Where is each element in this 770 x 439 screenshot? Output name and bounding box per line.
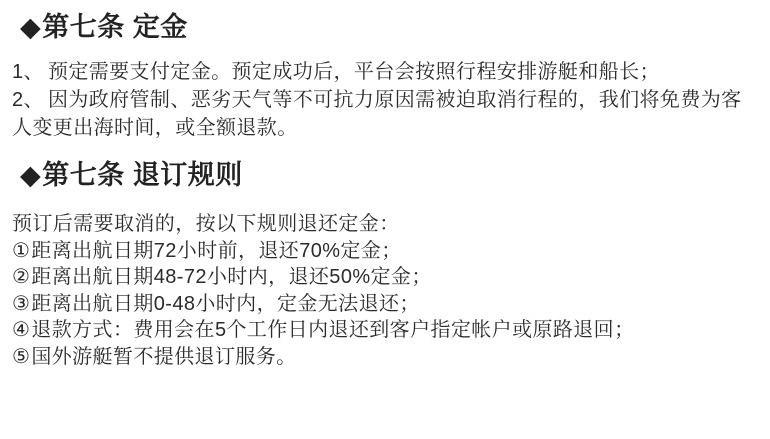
rule-item [12,344,760,371]
item-text: 退款方式：费用会在5个工作日内退还到客户指定帐户或原路退回； [31,319,635,341]
item-text: 距离出航日期48-72小时内，退还50%定金； [31,266,432,288]
item-text: 因为政府管制、恶劣天气等不可抗力原因需被迫取消行程的，我们将免费为客人变更出海时间，或全额退款。 [12,89,742,139]
list-item [12,58,760,86]
list-item [12,86,760,142]
section-title-deposit: 第七条 定金 [42,12,188,42]
item-marker: ③ [12,292,31,315]
item-text: 距离出航日期72小时前，退还70%定金； [31,239,402,262]
section-title-cancellation: 第七条 退订规则 [42,160,243,190]
deposit-terms-list [0,58,770,142]
diamond-bullet-icon: ◆ [20,12,42,42]
rule-item [12,291,760,318]
item-text: 距离出航日期0-48小时内，定金无法退还； [31,292,420,315]
rule-item [12,317,760,344]
item-marker: ② [12,266,31,288]
rule-item [12,238,760,265]
item-text: 国外游艇暂不提供退订服务。 [31,345,297,368]
section-heading-deposit [0,12,770,42]
diamond-bullet-icon: ◆ [20,160,42,190]
item-marker: ① [12,239,31,262]
cancellation-rules-list [0,211,770,370]
item-marker: 2、 [12,89,44,111]
section-heading-cancellation [0,160,770,190]
item-marker: 1、 [12,61,44,83]
item-marker: ④ [12,319,31,341]
rule-item [12,264,760,291]
item-marker: ⑤ [12,345,31,368]
item-text: 预定需要支付定金。预定成功后，平台会按照行程安排游艇和船长； [47,61,660,83]
rules-intro: 预订后需要取消的，按以下规则退还定金： [12,213,400,235]
